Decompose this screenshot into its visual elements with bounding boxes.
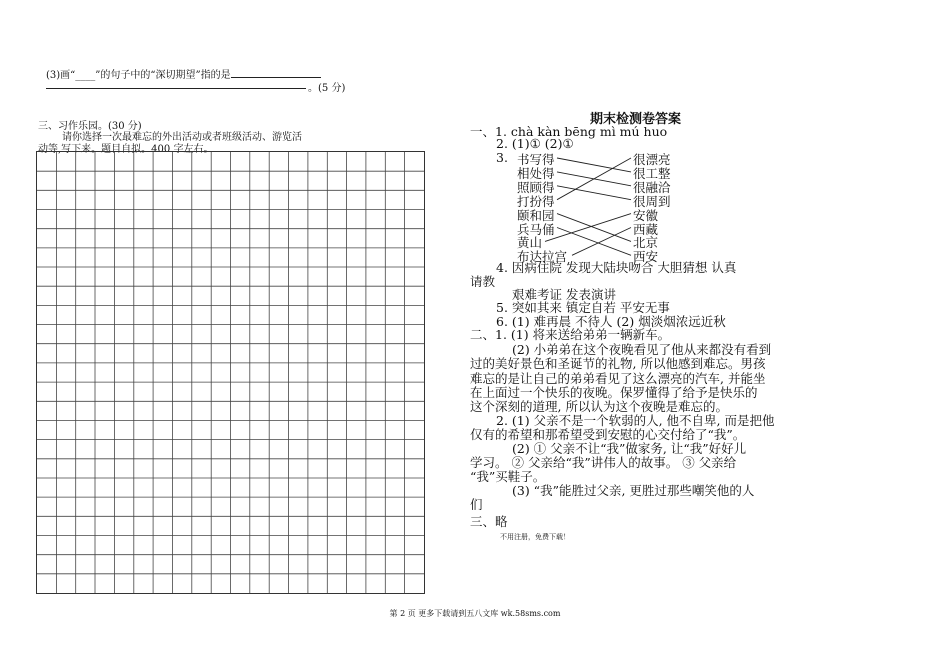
answer-2-5-line1: (3) “我”能胜过父亲, 更胜过那些嘲笑他的人 [512, 483, 755, 498]
section3-heading: 三、习作乐园。(30 分) [38, 121, 142, 132]
page-footer: 第 2 页 更多下载请到五八文库 wk.58sms.com [389, 609, 561, 618]
answer-1-4-line2: 请教 [470, 274, 496, 289]
match-left-item: 兵马俑 [517, 221, 555, 237]
match-right-item: 很周到 [633, 193, 671, 209]
answer-2-2-line4: 在上面过一个快乐的夜晚。保罗懂得了给予是快乐的 [470, 385, 758, 400]
free-download-note: 不用注册，免费下载！ [500, 533, 570, 541]
match-right-item: 西藏 [633, 221, 659, 237]
answer-1-4-line3: 艰难考证 发表演讲 [512, 287, 616, 302]
match-left-item: 黄山 [517, 235, 543, 251]
answer-2-2-line2: 过的美好景色和圣诞节的礼物, 所以他感到难忘。男孩 [470, 356, 766, 371]
section3-prompt-line2: 动等,写下来。题目自拟。400 字左右。 [38, 144, 214, 155]
match-left-item: 打扮得 [517, 193, 555, 209]
answer-1-2: 2. (1)① (2)① [496, 136, 574, 151]
answer-2-5-line2: 们 [470, 497, 483, 512]
match-left-item: 颐和园 [517, 207, 555, 223]
answer-2-4-line3: “我”买鞋子。 [470, 469, 546, 484]
match-right-item: 很融洽 [633, 179, 671, 195]
answer-2-2-line5: 这个深刻的道理, 所以认为这个夜晚是难忘的。 [470, 399, 728, 414]
match-left-item: 书写得 [517, 152, 555, 167]
match-line [557, 186, 631, 200]
match-line [572, 228, 631, 256]
match-line [557, 158, 631, 172]
match-right-item: 很漂亮 [633, 152, 671, 167]
match-right-item: 安徽 [633, 207, 659, 223]
match-right-item: 北京 [633, 235, 659, 251]
match-line [557, 228, 631, 256]
answer-2-4-line1: (2) ① 父亲不让“我”做家务, 让“我”好好儿 [512, 441, 747, 456]
answer-2-1: 二、1. (1) 将来送给弟弟一辆新车。 [470, 327, 671, 342]
answer-3: 三、略 [470, 514, 508, 529]
answer-1-1: 一、1. chà kàn bēng mì mú huo [470, 124, 668, 139]
q3-points: 。(5 分) [308, 83, 346, 94]
answer-2-4-line2: 学习。 ② 父亲给“我”讲伟人的故事。 ③ 父亲给 [470, 455, 737, 470]
match-left-item: 相处得 [517, 165, 555, 181]
match-left-item: 布达拉宫 [517, 249, 568, 265]
section3-prompt-line1: 请你选择一次最难忘的外出活动或者班级活动、游览活 [62, 132, 302, 143]
answer-2-3-line1: 2. (1) 父亲不是一个软弱的人, 他不自卑, 而是把他 [496, 413, 775, 428]
match-right-item: 西安 [633, 249, 659, 265]
answer-2-3-line2: 仅有的希望和那希望受到安慰的心交付给了“我”。 [470, 427, 746, 442]
answers-title: 期末检测卷答案 [590, 112, 682, 127]
match-left-item: 照顾得 [517, 179, 555, 195]
match-right-item: 很工整 [633, 165, 671, 181]
match-line [557, 158, 631, 200]
answer-1-6: 6. (1) 难再晨 不待人 (2) 烟淡烟浓远近秋 [496, 314, 726, 329]
q3-line1: (3)画“____”的句子中的“深切期望”指的是 [46, 66, 321, 81]
answer-1-3-number: 3. [496, 150, 508, 165]
match-line [557, 214, 631, 242]
answer-2-2-line1: (2) 小弟弟在这个夜晚看见了他从来都没有看到 [512, 342, 772, 357]
answer-1-4-line1: 4. 因病住院 发现大陆块吻合 大胆猜想 认真 [496, 260, 737, 275]
answer-1-5: 5. 突如其来 镇定自若 平安无事 [496, 300, 670, 315]
answer-2-2-line3: 难忘的是让自己的弟弟看见了这么漂亮的汽车, 并能坐 [470, 371, 766, 386]
